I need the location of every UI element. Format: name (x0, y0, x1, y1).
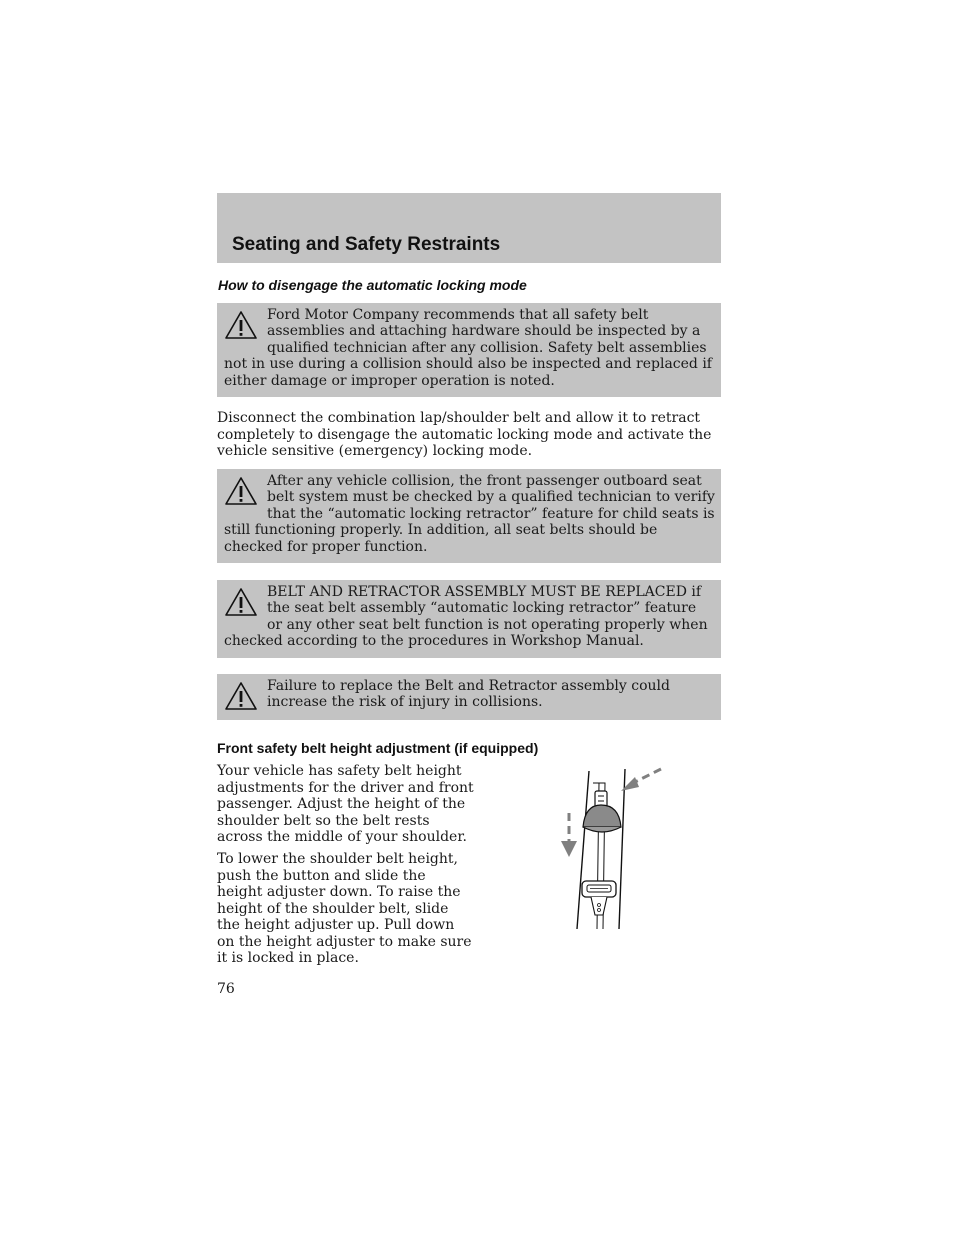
warning-text: Ford Motor Company recommends that all safety belt assemblies and attaching hardware should be inspected by a qualified technician after any collision. Safety belt assemblies not in use during a collision should also be inspected and replaced if either damage or improper operation is noted. (224, 307, 712, 389)
warning-triangle-icon (224, 310, 258, 340)
manual-page (217, 193, 721, 966)
warning-box-collision-check (217, 469, 721, 563)
warning-box-injury-risk (217, 674, 721, 720)
page-number: 76 (217, 981, 235, 997)
section-title: Seating and Safety Restraints (232, 234, 501, 255)
warning-box-inspection (217, 303, 721, 397)
locking-mode-heading: How to disengage the automatic locking mode (218, 277, 527, 293)
warning-text: Failure to replace the Belt and Retractor assembly could increase the risk of injury in collisions. (267, 678, 670, 711)
height-adjustment-paragraph: Your vehicle has safety belt height adjustments for the driver and front passenger. Adjust the height of the shoulder belt so the belt rests across the middle of your shoulder. (217, 763, 474, 845)
warning-text: BELT AND RETRACTOR ASSEMBLY MUST BE REPLACED if the seat belt assembly “automatic locking retractor” feature or any other seat belt function is not operating properly when checked according to the procedures in Workshop Manual. (224, 584, 708, 650)
warning-triangle-icon (224, 476, 258, 506)
warning-triangle-icon (224, 681, 258, 711)
seat-belt-height-adjuster-illustration (555, 763, 665, 933)
height-instructions-paragraph: To lower the shoulder belt height, push the button and slide the height adjuster down. To raise the height of the shoulder belt, slide the height adjuster up. Pull down on the height adjuster to make sure it is locked in place. (217, 851, 472, 966)
disconnect-paragraph: Disconnect the combination lap/shoulder belt and allow it to retract completely to disengage the automatic locking mode and activate the vehicle sensitive (emergency) locking mode. (217, 410, 712, 459)
warning-box-replace-assembly (217, 580, 721, 658)
height-adjustment-heading: Front safety belt height adjustment (if equipped) (217, 740, 539, 756)
warning-triangle-icon (224, 587, 258, 617)
section-header-band (217, 193, 721, 263)
warning-text: After any vehicle collision, the front passenger outboard seat belt system must be checked by a qualified technician to verify that the “automatic locking retractor” feature for child seats is still functioning properly. In addition, all seat belts should be checked for proper function. (224, 473, 715, 555)
